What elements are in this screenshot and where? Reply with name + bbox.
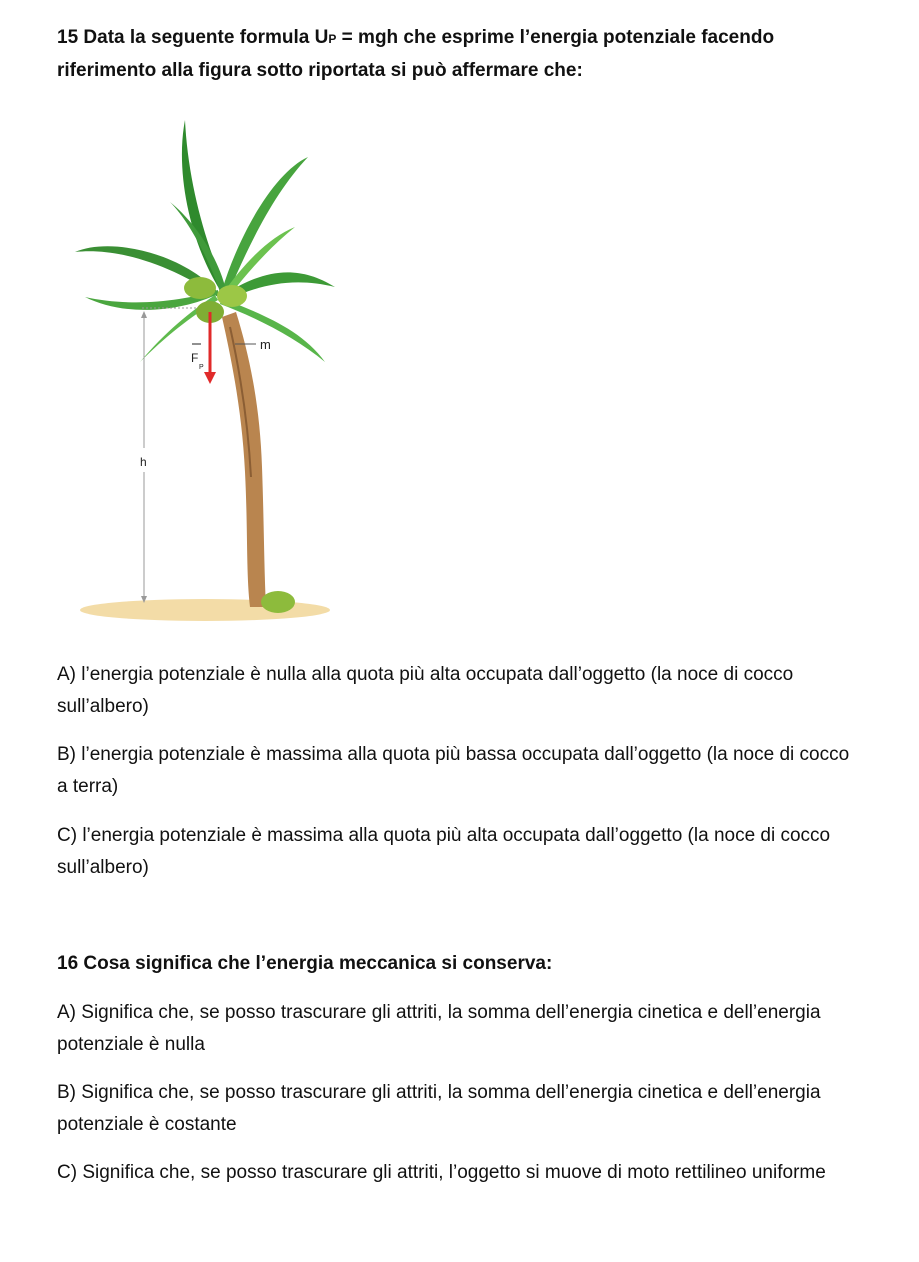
palm-trunk [222, 312, 266, 607]
question-15-title-post: = mgh che esprime l’energia potenziale facendo riferimento alla figura sotto riportata si può affermare che: [57, 27, 775, 81]
palm-tree-illustration [70, 112, 340, 632]
coconut-on-ground [261, 591, 295, 613]
mass-label: m [260, 337, 271, 352]
question-16-option-c: C) Significa che, se posso trascurare gli attriti, l’oggetto si muove di moto rettilineo uniforme [57, 1162, 826, 1183]
question-15-option-a: A) l’energia potenziale è nulla alla quota più alta occupata dall’oggetto (la noce di cocco sull’albero) [57, 664, 794, 717]
force-label: F [191, 351, 199, 365]
coconut-palm-figure [70, 112, 340, 632]
weight-force-arrow [204, 312, 216, 384]
question-15-option-c: C) l’energia potenziale è massima alla quota più alta occupata dall’oggetto (la noce di cocco sull’albero) [57, 825, 831, 878]
question-16-title: 16 Cosa significa che l’energia meccanica si conserva: [57, 953, 553, 974]
palm-leaves [75, 120, 335, 362]
question-15-option-b: B) l’energia potenziale è massima alla quota più bassa occupata dall’oggetto (la noce di cocco a terra) [57, 744, 850, 797]
question-15-title [57, 22, 877, 87]
potential-energy-subscript: P [328, 32, 337, 46]
force-subscript: P [199, 364, 204, 371]
height-label: h [140, 455, 147, 469]
question-16-option-b: B) Significa che, se posso trascurare gli attriti, la somma dell’energia cinetica e dell’energia potenziale è costante [57, 1082, 821, 1135]
question-15-title-pre: 15 Data la seguente formula U [57, 27, 329, 48]
question-16-option-a: A) Significa che, se posso trascurare gli attriti, la somma dell’energia cinetica e dell’energia potenziale è nulla [57, 1002, 821, 1055]
